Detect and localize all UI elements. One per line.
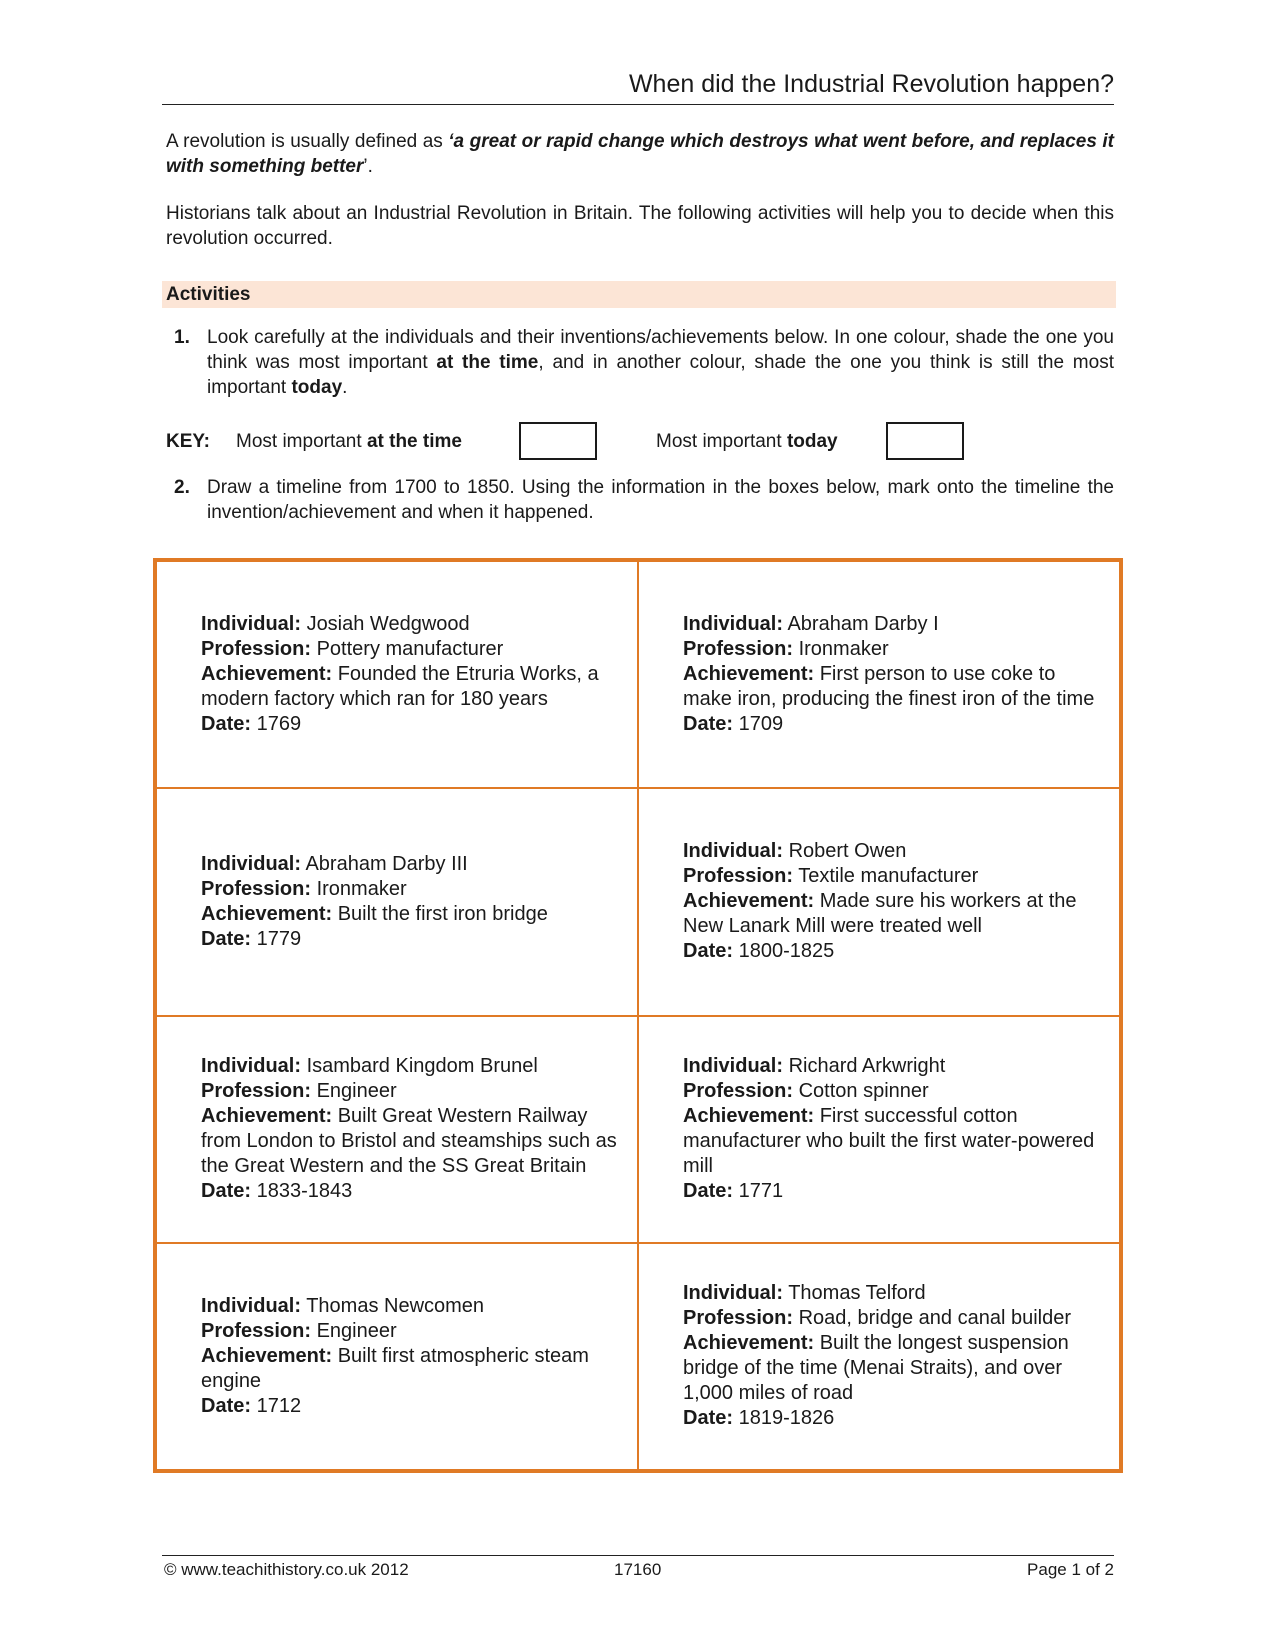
profession-label: Profession:	[201, 638, 312, 661]
card-date: 1712	[256, 1394, 302, 1417]
achievement-label: Achievement:	[683, 1332, 815, 1355]
profession-label: Profession:	[201, 1080, 312, 1103]
footer-code: 17160	[614, 1560, 662, 1579]
achievement-card[interactable]	[638, 788, 1120, 1015]
key-at-time-bold: at the time	[366, 431, 462, 452]
card-date: 1771	[738, 1180, 784, 1203]
card-content	[201, 1294, 623, 1419]
card-individual: Abraham Darby III	[305, 852, 468, 875]
achievement-label: Achievement:	[683, 890, 815, 913]
achievement-label: Achievement:	[201, 663, 333, 686]
activity-1-bold-a: at the time	[436, 352, 539, 373]
card-profession: Textile manufacturer	[798, 865, 979, 888]
key-today-text: Most important	[656, 431, 787, 452]
profession-label: Profession:	[683, 1080, 794, 1103]
intro-definition-prefix: A revolution is usually defined as	[166, 131, 449, 152]
card-content	[683, 612, 1105, 737]
page-title: When did the Industrial Revolution happen?	[162, 66, 1114, 105]
card-date: 1800-1825	[738, 940, 835, 963]
key-label: KEY:	[166, 431, 210, 452]
achievement-cards-grid	[153, 558, 1123, 1473]
achievement-label: Achievement:	[201, 902, 333, 925]
card-individual: Robert Owen	[788, 840, 907, 863]
activity-1-bold-b: today	[291, 377, 343, 398]
card-achievement: Built the longest suspension bridge of the time (Menai Straits), and over 1,000 miles of road	[683, 1332, 1069, 1405]
date-label: Date:	[683, 1407, 734, 1430]
individual-label: Individual:	[683, 840, 783, 863]
card-content	[683, 1281, 1105, 1431]
individual-label: Individual:	[201, 613, 301, 636]
individual-label: Individual:	[683, 613, 783, 636]
card-achievement: Built first atmospheric steam engine	[201, 1344, 589, 1392]
individual-label: Individual:	[683, 1282, 783, 1305]
card-content	[683, 1054, 1105, 1204]
individual-label: Individual:	[201, 852, 301, 875]
date-label: Date:	[201, 927, 252, 950]
activity-1-text-b: , and in another colour, shade the one you think is still the most important	[207, 352, 1114, 398]
date-label: Date:	[201, 713, 252, 736]
achievement-card[interactable]	[638, 1243, 1120, 1470]
card-date: 1769	[256, 713, 302, 736]
card-profession: Cotton spinner	[798, 1080, 929, 1103]
card-profession: Ironmaker	[798, 638, 889, 661]
individual-label: Individual:	[201, 1055, 301, 1078]
profession-label: Profession:	[201, 877, 312, 900]
intro-definition	[166, 129, 1114, 179]
achievement-label: Achievement:	[201, 1344, 333, 1367]
achievement-card[interactable]	[638, 561, 1120, 788]
card-profession: Engineer	[316, 1319, 397, 1342]
activity-1-number: 1.	[174, 327, 190, 348]
achievement-label: Achievement:	[683, 663, 815, 686]
achievement-card[interactable]	[156, 788, 638, 1015]
card-date: 1819-1826	[738, 1407, 835, 1430]
card-individual: Josiah Wedgwood	[306, 613, 470, 636]
page-footer	[162, 1555, 1114, 1586]
card-date: 1709	[738, 713, 784, 736]
date-label: Date:	[201, 1180, 252, 1203]
card-achievement: Made sure his workers at the New Lanark Mill were treated well	[683, 890, 1077, 938]
activity-2	[166, 475, 1114, 525]
achievement-card[interactable]	[156, 1243, 638, 1470]
card-individual: Abraham Darby I	[787, 613, 939, 636]
card-profession: Road, bridge and canal builder	[798, 1307, 1072, 1330]
key-row	[166, 420, 1114, 464]
card-individual: Richard Arkwright	[788, 1055, 946, 1078]
card-content	[201, 612, 623, 737]
individual-label: Individual:	[683, 1055, 783, 1078]
achievement-card[interactable]	[638, 1016, 1120, 1243]
profession-label: Profession:	[683, 865, 794, 888]
card-profession: Ironmaker	[316, 877, 407, 900]
intro-definition-quote: ‘a great or rapid change which destroys what went before, and replaces it with something better	[166, 131, 1114, 177]
key-today-box[interactable]	[886, 422, 964, 460]
key-today-label	[656, 420, 838, 464]
achievement-label: Achievement:	[201, 1105, 333, 1128]
activity-2-number: 2.	[174, 477, 190, 498]
card-individual: Isambard Kingdom Brunel	[306, 1055, 538, 1078]
date-label: Date:	[683, 713, 734, 736]
card-individual: Thomas Newcomen	[306, 1294, 485, 1317]
card-achievement: Built the first iron bridge	[337, 902, 548, 925]
date-label: Date:	[683, 940, 734, 963]
card-achievement: First successful cotton manufacturer who built the first water-powered mill	[683, 1105, 1095, 1178]
card-achievement: First person to use coke to make iron, producing the finest iron of the time	[683, 663, 1095, 711]
card-content	[201, 1054, 623, 1204]
achievement-label: Achievement:	[683, 1105, 815, 1128]
activity-1-text	[207, 325, 1114, 400]
profession-label: Profession:	[683, 1307, 794, 1330]
card-profession: Engineer	[316, 1080, 397, 1103]
activity-1-text-c: .	[342, 377, 348, 398]
footer-copyright: © www.teachithistory.co.uk 2012	[164, 1560, 409, 1579]
achievement-card[interactable]	[156, 1016, 638, 1243]
card-profession: Pottery manufacturer	[316, 638, 504, 661]
card-achievement: Built Great Western Railway from London to Bristol and steamships such as the Great Western and the SS Great Britain	[201, 1105, 617, 1178]
card-date: 1779	[256, 927, 302, 950]
key-at-time-label	[236, 420, 462, 464]
key-at-time-box[interactable]	[519, 422, 597, 460]
profession-label: Profession:	[683, 638, 794, 661]
card-individual: Thomas Telford	[788, 1282, 926, 1305]
activity-1	[166, 325, 1114, 400]
key-today-bold: today	[786, 431, 838, 452]
footer-page-number: Page 1 of 2	[1027, 1560, 1114, 1579]
achievement-card[interactable]	[156, 561, 638, 788]
key-at-time-text: Most important	[236, 431, 367, 452]
activity-2-text: Draw a timeline from 1700 to 1850. Using the information in the boxes below, mark onto the timeline the invention/achievement and when it happened.	[207, 477, 1114, 523]
activity-1-text-a: Look carefully at the individuals and their inventions/achievements below. In one colour, shade the one you think was most important	[207, 327, 1114, 373]
card-achievement: Founded the Etruria Works, a modern factory which ran for 180 years	[201, 663, 599, 711]
individual-label: Individual:	[201, 1294, 301, 1317]
intro-definition-suffix: ’.	[363, 156, 373, 177]
card-content	[683, 839, 1105, 964]
card-date: 1833-1843	[256, 1180, 353, 1203]
activities-heading: Activities	[162, 281, 1116, 308]
intro-paragraph: Historians talk about an Industrial Revolution in Britain. The following activities will help you to decide when this revolution occurred.	[166, 203, 1114, 249]
date-label: Date:	[201, 1394, 252, 1417]
profession-label: Profession:	[201, 1319, 312, 1342]
date-label: Date:	[683, 1180, 734, 1203]
card-content	[201, 852, 548, 952]
